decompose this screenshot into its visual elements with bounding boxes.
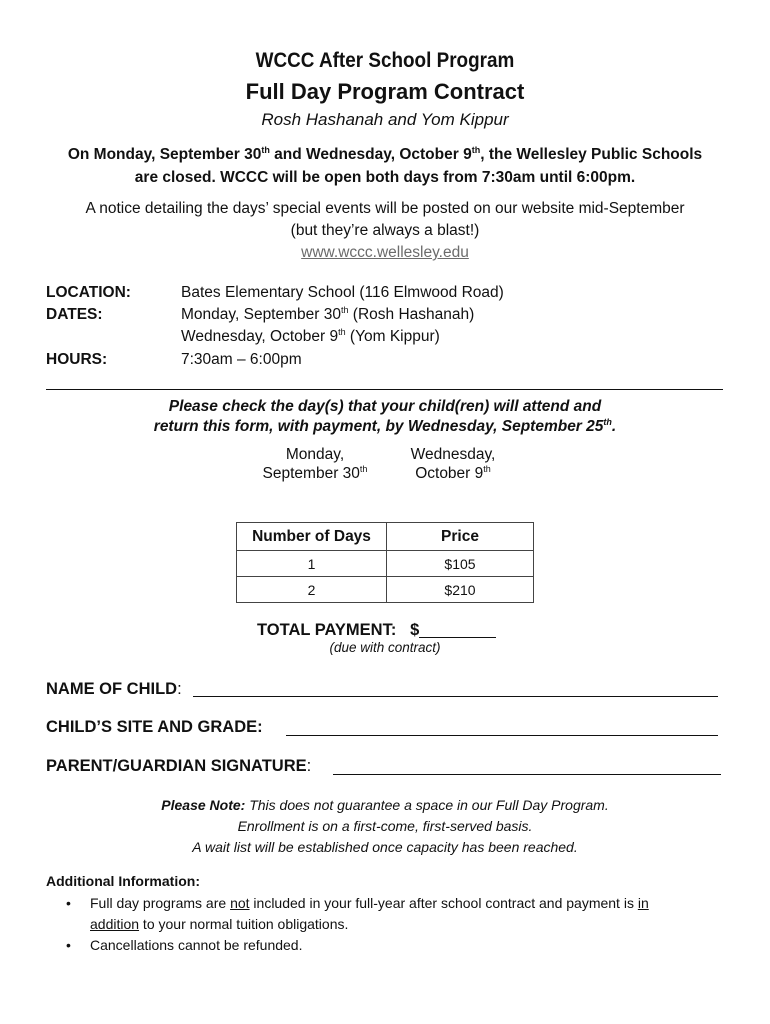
additional-info-list <box>46 893 726 956</box>
note-lead: Please Note: <box>161 797 246 813</box>
total-payment-input[interactable] <box>419 620 496 638</box>
table-row <box>237 551 534 577</box>
instructions-line2: return this form, with payment, by Wednesday, September 25th. <box>153 417 617 435</box>
currency-symbol: $ <box>410 621 420 639</box>
price-cell: $210 <box>387 577 534 603</box>
events-notice <box>0 198 770 264</box>
table-header-row <box>237 523 534 551</box>
column-header-days: Number of Days <box>237 523 387 551</box>
hours-value: 7:30am – 6:00pm <box>181 351 302 368</box>
day-option-wednesday[interactable]: Wednesday, October 9th <box>410 446 496 482</box>
price-table <box>236 522 534 603</box>
closure-text-line2: are closed. WCCC will be open both days from 7:30am until 6:00pm. <box>134 169 636 186</box>
list-item: • Full day programs are not included in your full-year after school contract and payment is in addition to your normal tuition obligations. <box>66 895 649 932</box>
additional-info-heading: Additional Information: <box>46 873 200 889</box>
closure-text-b: and Wednesday, October 9 <box>269 146 472 163</box>
child-name-label: NAME OF CHILD: <box>46 680 182 698</box>
location-label: LOCATION: <box>46 284 131 301</box>
please-note: Please Note: This does not guarantee a space in our Full Day Program. Enrollment is on a first-come, first-served basis. A wait list will be established once capacity has been reached. <box>161 797 609 855</box>
total-payment-label: TOTAL PAYMENT: <box>257 621 397 639</box>
document-subtitle: Rosh Hashanah and Yom Kippur <box>261 110 509 129</box>
dates-label: DATES: <box>46 306 103 323</box>
closure-text-a: On Monday, September 30 <box>67 146 262 163</box>
list-item: • Cancellations cannot be refunded. <box>46 935 726 956</box>
instructions <box>0 397 770 437</box>
total-payment <box>257 620 496 640</box>
events-text-line2: (but they’re always a blast!) <box>290 222 480 239</box>
ordinal-suffix: th <box>471 145 481 155</box>
date-1: Monday, September 30th (Rosh Hashanah) <box>181 305 475 323</box>
ordinal-suffix: th <box>261 145 270 155</box>
date-2: Wednesday, October 9th (Yom Kippur) <box>181 327 440 345</box>
hours-label: HOURS: <box>46 351 108 368</box>
bullet-icon: • <box>66 937 71 953</box>
table-row <box>237 577 534 603</box>
days-cell: 1 <box>237 551 387 577</box>
days-cell: 2 <box>237 577 387 603</box>
closure-notice <box>0 143 770 189</box>
divider <box>46 389 723 390</box>
events-text-line1: A notice detailing the days’ special events will be posted on our website mid-September <box>85 200 685 217</box>
org-title: WCCC After School Program <box>255 49 515 72</box>
signature-input[interactable] <box>333 774 721 775</box>
bullet-icon: • <box>66 895 71 911</box>
day-option-monday[interactable]: Monday, September 30th <box>262 446 368 482</box>
site-grade-input[interactable] <box>286 735 718 736</box>
document-title: Full Day Program Contract <box>245 79 525 104</box>
website-link[interactable]: www.wccc.wellesley.edu <box>301 244 469 261</box>
site-grade-label: CHILD’S SITE AND GRADE: <box>46 718 263 736</box>
instructions-line1: Please check the day(s) that your child(ren) will attend and <box>168 398 602 415</box>
signature-label: PARENT/GUARDIAN SIGNATURE: <box>46 757 312 775</box>
child-name-input[interactable] <box>193 696 718 697</box>
column-header-price: Price <box>387 523 534 551</box>
closure-text-c: , the Wellesley Public Schools <box>480 146 703 163</box>
location-value: Bates Elementary School (116 Elmwood Road) <box>181 284 504 301</box>
price-cell: $105 <box>387 551 534 577</box>
due-note: (due with contract) <box>329 640 441 655</box>
